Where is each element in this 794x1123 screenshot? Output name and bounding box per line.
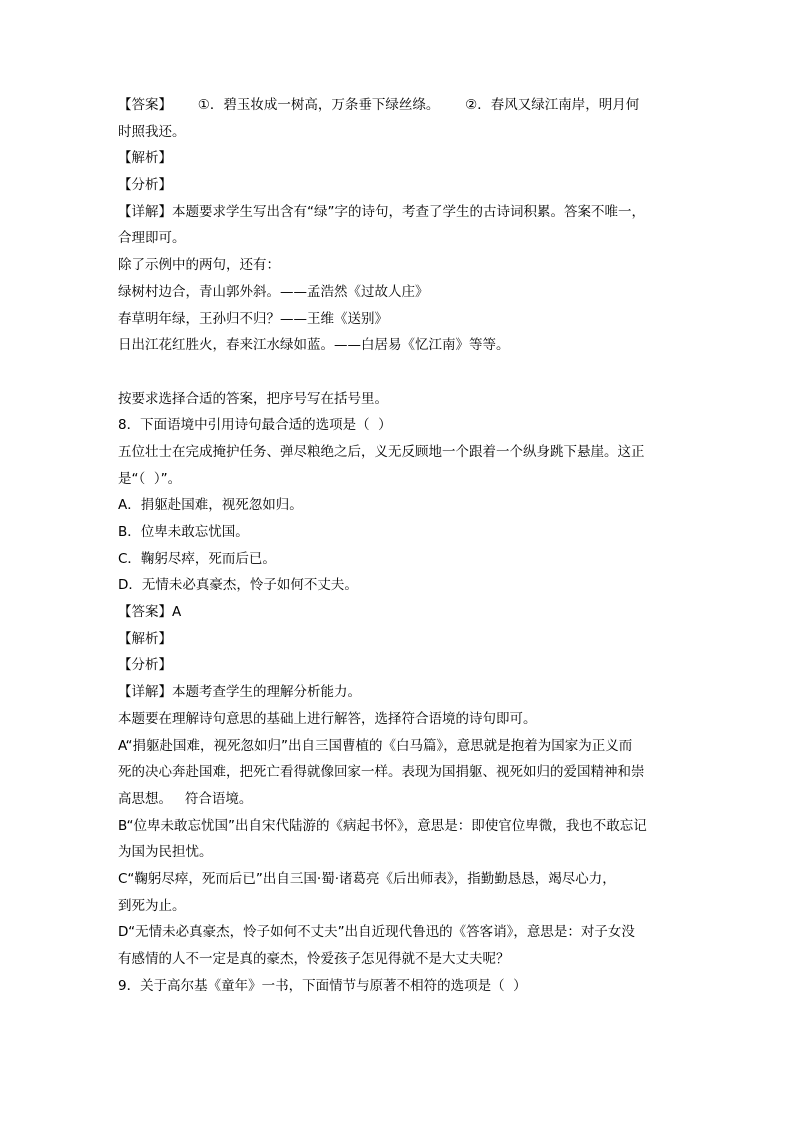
text-line: 有感情的人不一定是真的豪杰，怜爱孩子怎见得就不是大丈夫呢？: [118, 951, 510, 967]
text-line: D．无情未必真豪杰，怜子如何不丈夫。: [118, 577, 358, 594]
text-line: 日出江花红胜火，春来江水绿如蓝。——白居易《忆江南》等等。: [118, 337, 510, 354]
question-8-section: [118, 386, 688, 1000]
text-line: 【详解】本题要求学生写出含有“绿”字的诗句，考查了学生的古诗词积累。答案不唯一，: [118, 203, 645, 220]
text-line: A．捐躯赴国难，视死忽如归。: [118, 497, 303, 514]
blank-line: [118, 359, 688, 386]
answer-section-q7: [118, 92, 688, 359]
document-body: [118, 92, 688, 999]
text-line: 【详解】本题考查学生的理解分析能力。: [118, 684, 361, 701]
text-line: 春草明年绿，王孙归不归？——王维《送别》: [118, 310, 388, 327]
text-line: 按要求选择合适的答案，把序号写在括号里。: [118, 390, 388, 407]
text-line: B“位卑未敢忘忧国”出自宋代陆游的《病起书怀》，意思是：即使官位卑微，我也不敢忘记: [118, 817, 647, 834]
text-line: 除了示例中的两句，还有：: [118, 257, 280, 274]
text-line: D“无情未必真豪杰，怜子如何不丈夫”出自近现代鲁迅的《答客诮》，意思是：对子女没: [118, 924, 635, 941]
text-line: C．鞠躬尽瘁，死而后已。: [118, 550, 276, 567]
text-line: 8．下面语境中引用诗句最合适的选项是（ ）: [118, 417, 392, 434]
text-line: 9．关于高尔基《童年》一书，下面情节与原著不相符的选项是（ ）: [118, 977, 527, 994]
text-line: 是“（ ）”。: [118, 470, 182, 487]
text-line: 合理即可。: [118, 230, 186, 247]
text-line: A“捐躯赴国难，视死忽如归”出自三国曹植的《白马篇》，意思就是抱着为国家为正义而: [118, 737, 633, 754]
text-line: 本题要在理解诗句意思的基础上进行解答，选择符合语境的诗句即可。: [118, 710, 537, 727]
text-line: 为国为民担忧。: [118, 844, 213, 861]
text-line: B．位卑未敢忘忧国。: [118, 524, 249, 540]
text-line: 死的决心奔赴国难，把死亡看得就像回家一样。表现为国捐躯、视死如归的爱国精神和崇: [118, 764, 645, 781]
text-line: 【解析】: [118, 630, 172, 647]
text-line: 【答案】 ①．碧玉妆成一树高，万条垂下绿丝绦。 ②．春风又绿江南岸，明月何: [118, 97, 640, 113]
text-line: 【答案】A: [118, 604, 182, 621]
text-line: 【分析】: [118, 657, 172, 674]
text-line: 时照我还。: [118, 123, 186, 140]
text-line: 绿树村边合，青山郭外斜。——孟浩然《过故人庄》: [118, 283, 429, 300]
text-line: 【解析】: [118, 150, 172, 167]
text-line: 【分析】: [118, 177, 172, 194]
text-line: C“鞠躬尽瘁，死而后已”出自三国·蜀·诸葛亮《后出师表》，指勤勤恳恳，竭尽心力，: [118, 870, 616, 887]
text-line: 五位壮士在完成掩护任务、弹尽粮绝之后，义无反顾地一个跟着一个纵身跳下悬崖。这正: [118, 443, 645, 460]
text-line: 到死为止。: [118, 897, 186, 914]
text-line: 高思想。 符合语境。: [118, 790, 253, 807]
